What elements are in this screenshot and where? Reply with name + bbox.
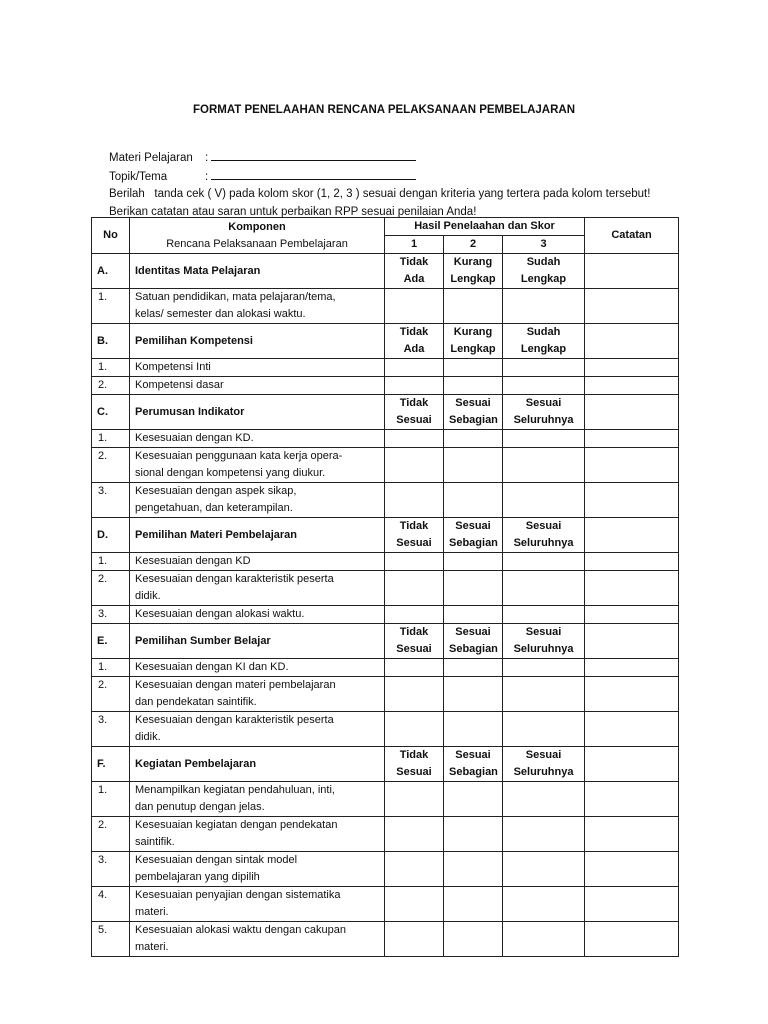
score-label-text: Sesuai Sebagian	[449, 397, 498, 426]
item-row	[92, 659, 679, 677]
section-letter: D.	[92, 518, 130, 553]
score-label-text: Tidak Ada	[399, 256, 429, 285]
score-cell-3[interactable]	[503, 817, 585, 852]
item-row	[92, 922, 679, 957]
catatan-cell[interactable]	[585, 254, 679, 289]
score-cell-2[interactable]	[444, 553, 503, 571]
item-row	[92, 677, 679, 712]
section-row	[92, 518, 679, 553]
catatan-cell[interactable]	[585, 782, 679, 817]
score-cell-1[interactable]	[385, 553, 444, 571]
catatan-cell[interactable]	[585, 483, 679, 518]
score-cell-1[interactable]	[385, 359, 444, 377]
section-score-label-1	[385, 747, 444, 782]
section-row	[92, 395, 679, 430]
score-cell-1[interactable]	[385, 448, 444, 483]
item-number: 3.	[92, 852, 130, 887]
score-cell-3[interactable]	[503, 289, 585, 324]
item-text	[130, 553, 385, 571]
score-label-text: Tidak Sesuai	[396, 626, 432, 655]
score-cell-3[interactable]	[503, 712, 585, 747]
score-cell-2[interactable]	[444, 659, 503, 677]
score-cell-2[interactable]	[444, 483, 503, 518]
score-label-text: Sesuai Seluruhnya	[513, 626, 574, 655]
score-cell-2[interactable]	[444, 782, 503, 817]
item-text-content: Kesesuaian dengan materi pembelajaran dan pendekatan saintifik.	[135, 679, 336, 708]
catatan-cell[interactable]	[585, 518, 679, 553]
item-text-content: Menampilkan kegiatan pendahuluan, inti, dan penutup dengan jelas.	[135, 784, 335, 813]
item-row	[92, 289, 679, 324]
topik-row	[109, 168, 650, 187]
instruction-2: Berikan catatan atau saran untuk perbaikan RPP sesuai penilaian Anda!	[109, 205, 477, 218]
item-number: 4.	[92, 887, 130, 922]
header-komponen	[130, 218, 385, 254]
item-number: 1.	[92, 553, 130, 571]
catatan-cell[interactable]	[585, 359, 679, 377]
section-score-label-2	[444, 324, 503, 359]
score-cell-2[interactable]	[444, 922, 503, 957]
score-cell-1[interactable]	[385, 817, 444, 852]
item-number: 1.	[92, 659, 130, 677]
score-cell-1[interactable]	[385, 712, 444, 747]
section-letter: C.	[92, 395, 130, 430]
catatan-cell[interactable]	[585, 571, 679, 606]
item-number: 2.	[92, 677, 130, 712]
score-label-text: Sesuai Sebagian	[449, 749, 498, 778]
section-score-label-3	[503, 324, 585, 359]
catatan-cell[interactable]	[585, 852, 679, 887]
item-row	[92, 852, 679, 887]
item-row	[92, 359, 679, 377]
item-text	[130, 571, 385, 606]
item-row	[92, 782, 679, 817]
score-label-text: Kurang Lengkap	[450, 256, 496, 285]
item-text-content: Kompetensi dasar	[135, 379, 224, 391]
catatan-cell[interactable]	[585, 624, 679, 659]
item-number: 3.	[92, 606, 130, 624]
score-cell-3[interactable]	[503, 571, 585, 606]
topik-blank-line[interactable]	[211, 168, 416, 180]
item-number: 1.	[92, 359, 130, 377]
section-score-label-1	[385, 395, 444, 430]
score-label-text: Tidak Sesuai	[396, 397, 432, 426]
section-letter: A.	[92, 254, 130, 289]
score-cell-2[interactable]	[444, 359, 503, 377]
score-cell-2[interactable]	[444, 677, 503, 712]
catatan-cell[interactable]	[585, 712, 679, 747]
item-text-content: Kesesuaian penyajian dengan sistematika materi.	[135, 889, 341, 918]
score-cell-1[interactable]	[385, 289, 444, 324]
section-score-label-2	[444, 254, 503, 289]
item-row	[92, 377, 679, 395]
item-text	[130, 782, 385, 817]
section-score-label-3	[503, 254, 585, 289]
score-label-text: Tidak Ada	[399, 326, 429, 355]
header-no: No	[92, 218, 130, 254]
section-score-label-3	[503, 395, 585, 430]
intro-block	[109, 149, 650, 221]
topik-label: Topik/Tema	[109, 170, 168, 183]
item-text	[130, 359, 385, 377]
catatan-cell[interactable]	[585, 887, 679, 922]
section-letter: F.	[92, 747, 130, 782]
header-komponen-line1: Komponen	[228, 220, 286, 233]
item-number: 1.	[92, 782, 130, 817]
item-text-content: Satuan pendidikan, mata pelajaran/tema, kelas/ semester dan alokasi waktu.	[135, 291, 336, 320]
item-text-content: Kesesuaian dengan karakteristik peserta didik.	[135, 714, 334, 743]
materi-row	[109, 149, 650, 168]
item-text-content: Kesesuaian dengan aspek sikap, pengetahuan, dan keterampilan.	[135, 485, 297, 514]
section-title: Kegiatan Pembelajaran	[130, 747, 385, 782]
item-text-content: Kesesuaian dengan KD.	[135, 432, 254, 444]
item-text	[130, 922, 385, 957]
catatan-cell[interactable]	[585, 448, 679, 483]
section-row	[92, 747, 679, 782]
item-row	[92, 430, 679, 448]
score-cell-1[interactable]	[385, 852, 444, 887]
section-score-label-2	[444, 518, 503, 553]
item-number: 2.	[92, 817, 130, 852]
score-cell-3[interactable]	[503, 430, 585, 448]
item-text	[130, 712, 385, 747]
item-text-content: Kesesuaian dengan KD	[135, 555, 251, 567]
section-title: Pemilihan Kompetensi	[130, 324, 385, 359]
materi-blank-line[interactable]	[211, 149, 416, 161]
section-row	[92, 324, 679, 359]
review-table-body	[92, 254, 679, 957]
section-score-label-3	[503, 624, 585, 659]
item-number: 3.	[92, 483, 130, 518]
header-hasil: Hasil Penelaahan dan Skor	[385, 218, 585, 236]
score-cell-1[interactable]	[385, 430, 444, 448]
item-number: 2.	[92, 377, 130, 395]
item-text	[130, 659, 385, 677]
item-text-content: Kesesuaian dengan KI dan KD.	[135, 661, 289, 673]
score-cell-1[interactable]	[385, 606, 444, 624]
section-letter: E.	[92, 624, 130, 659]
score-label-text: Sesuai Sebagian	[449, 520, 498, 549]
item-text	[130, 377, 385, 395]
item-text	[130, 887, 385, 922]
section-score-label-3	[503, 747, 585, 782]
score-cell-1[interactable]	[385, 782, 444, 817]
header-score-3: 3	[503, 236, 585, 254]
score-cell-3[interactable]	[503, 922, 585, 957]
header-row-1	[92, 218, 679, 236]
score-cell-3[interactable]	[503, 677, 585, 712]
score-cell-3[interactable]	[503, 659, 585, 677]
section-row	[92, 254, 679, 289]
score-cell-1[interactable]	[385, 922, 444, 957]
catatan-cell[interactable]	[585, 395, 679, 430]
catatan-cell[interactable]	[585, 289, 679, 324]
section-title: Pemilihan Sumber Belajar	[130, 624, 385, 659]
materi-label: Materi Pelajaran	[109, 152, 193, 164]
score-cell-2[interactable]	[444, 377, 503, 395]
section-score-label-1	[385, 254, 444, 289]
item-number: 2.	[92, 448, 130, 483]
section-title: Perumusan Indikator	[130, 395, 385, 430]
item-text	[130, 483, 385, 518]
section-title: Pemilihan Materi Pembelajaran	[130, 518, 385, 553]
score-cell-2[interactable]	[444, 571, 503, 606]
item-text	[130, 448, 385, 483]
item-text-content: Kompetensi Inti	[135, 361, 211, 373]
score-cell-3[interactable]	[503, 606, 585, 624]
item-row	[92, 712, 679, 747]
score-cell-3[interactable]	[503, 483, 585, 518]
score-cell-1[interactable]	[385, 483, 444, 518]
score-cell-3[interactable]	[503, 377, 585, 395]
score-label-text: Sesuai Seluruhnya	[513, 520, 574, 549]
score-cell-2[interactable]	[444, 887, 503, 922]
item-text-content: Kesesuaian alokasi waktu dengan cakupan materi.	[135, 924, 346, 953]
score-label-text: Sudah Lengkap	[520, 326, 567, 355]
score-label-text: Sesuai Seluruhnya	[513, 749, 574, 778]
item-text	[130, 817, 385, 852]
section-score-label-1	[385, 324, 444, 359]
item-text	[130, 289, 385, 324]
item-row	[92, 606, 679, 624]
item-text-content: Kesesuaian dengan alokasi waktu.	[135, 608, 305, 620]
catatan-cell[interactable]	[585, 377, 679, 395]
score-cell-3[interactable]	[503, 359, 585, 377]
catatan-cell[interactable]	[585, 606, 679, 624]
score-cell-2[interactable]	[444, 606, 503, 624]
score-cell-2[interactable]	[444, 448, 503, 483]
score-label-text: Tidak Sesuai	[396, 749, 432, 778]
score-cell-2[interactable]	[444, 852, 503, 887]
section-score-label-1	[385, 624, 444, 659]
section-row	[92, 624, 679, 659]
header-catatan: Catatan	[585, 218, 679, 254]
score-cell-3[interactable]	[503, 782, 585, 817]
item-text	[130, 430, 385, 448]
catatan-cell[interactable]	[585, 677, 679, 712]
item-row	[92, 553, 679, 571]
score-label-text: Kurang Lengkap	[450, 326, 496, 355]
item-text	[130, 677, 385, 712]
header-score-1: 1	[385, 236, 444, 254]
score-cell-3[interactable]	[503, 852, 585, 887]
catatan-cell[interactable]	[585, 747, 679, 782]
item-text-content: Kesesuaian kegiatan dengan pendekatan saintifik.	[135, 819, 338, 848]
item-text-content: Kesesuaian dengan karakteristik peserta didik.	[135, 573, 334, 602]
section-score-label-3	[503, 518, 585, 553]
score-cell-1[interactable]	[385, 887, 444, 922]
score-label-text: Sesuai Seluruhnya	[513, 397, 574, 426]
materi-colon: :	[205, 152, 209, 164]
catatan-cell[interactable]	[585, 430, 679, 448]
section-score-label-2	[444, 624, 503, 659]
section-letter: B.	[92, 324, 130, 359]
score-cell-1[interactable]	[385, 677, 444, 712]
instruction-1: Berilah tanda cek ( V) pada kolom skor (1, 2, 3 ) sesuai dengan kriteria yang tertera pada kolom tersebut!	[109, 188, 651, 200]
item-row	[92, 483, 679, 518]
score-label-text: Sesuai Sebagian	[449, 626, 498, 655]
score-cell-2[interactable]	[444, 817, 503, 852]
catatan-cell[interactable]	[585, 324, 679, 359]
catatan-cell[interactable]	[585, 922, 679, 957]
score-cell-3[interactable]	[503, 887, 585, 922]
item-row	[92, 817, 679, 852]
review-table	[91, 217, 679, 957]
score-label-text: Sudah Lengkap	[520, 256, 567, 285]
section-score-label-2	[444, 747, 503, 782]
item-text	[130, 606, 385, 624]
item-row	[92, 887, 679, 922]
item-text-content: Kesesuaian penggunaan kata kerja opera- sional dengan kompetensi yang diukur.	[135, 450, 343, 479]
score-cell-2[interactable]	[444, 289, 503, 324]
catatan-cell[interactable]	[585, 659, 679, 677]
score-cell-2[interactable]	[444, 712, 503, 747]
item-number: 2.	[92, 571, 130, 606]
topik-colon: :	[205, 170, 209, 183]
score-cell-1[interactable]	[385, 571, 444, 606]
score-cell-2[interactable]	[444, 430, 503, 448]
catatan-cell[interactable]	[585, 817, 679, 852]
item-number: 5.	[92, 922, 130, 957]
header-komponen-line2: Rencana Pelaksanaan Pembelajaran	[166, 237, 348, 250]
item-number: 3.	[92, 712, 130, 747]
score-cell-1[interactable]	[385, 377, 444, 395]
score-cell-3[interactable]	[503, 553, 585, 571]
score-cell-3[interactable]	[503, 448, 585, 483]
score-label-text: Tidak Sesuai	[396, 520, 432, 549]
page-title: FORMAT PENELAAHAN RENCANA PELAKSANAAN PEMBELAJARAN	[192, 104, 576, 116]
item-text-content: Kesesuaian dengan sintak model pembelajaran yang dipilih	[135, 854, 298, 883]
item-number: 1.	[92, 430, 130, 448]
item-number: 1.	[92, 289, 130, 324]
section-title: Identitas Mata Pelajaran	[130, 254, 385, 289]
score-cell-1[interactable]	[385, 659, 444, 677]
item-text	[130, 852, 385, 887]
item-row	[92, 448, 679, 483]
header-score-2: 2	[444, 236, 503, 254]
section-score-label-2	[444, 395, 503, 430]
item-row	[92, 571, 679, 606]
section-score-label-1	[385, 518, 444, 553]
catatan-cell[interactable]	[585, 553, 679, 571]
